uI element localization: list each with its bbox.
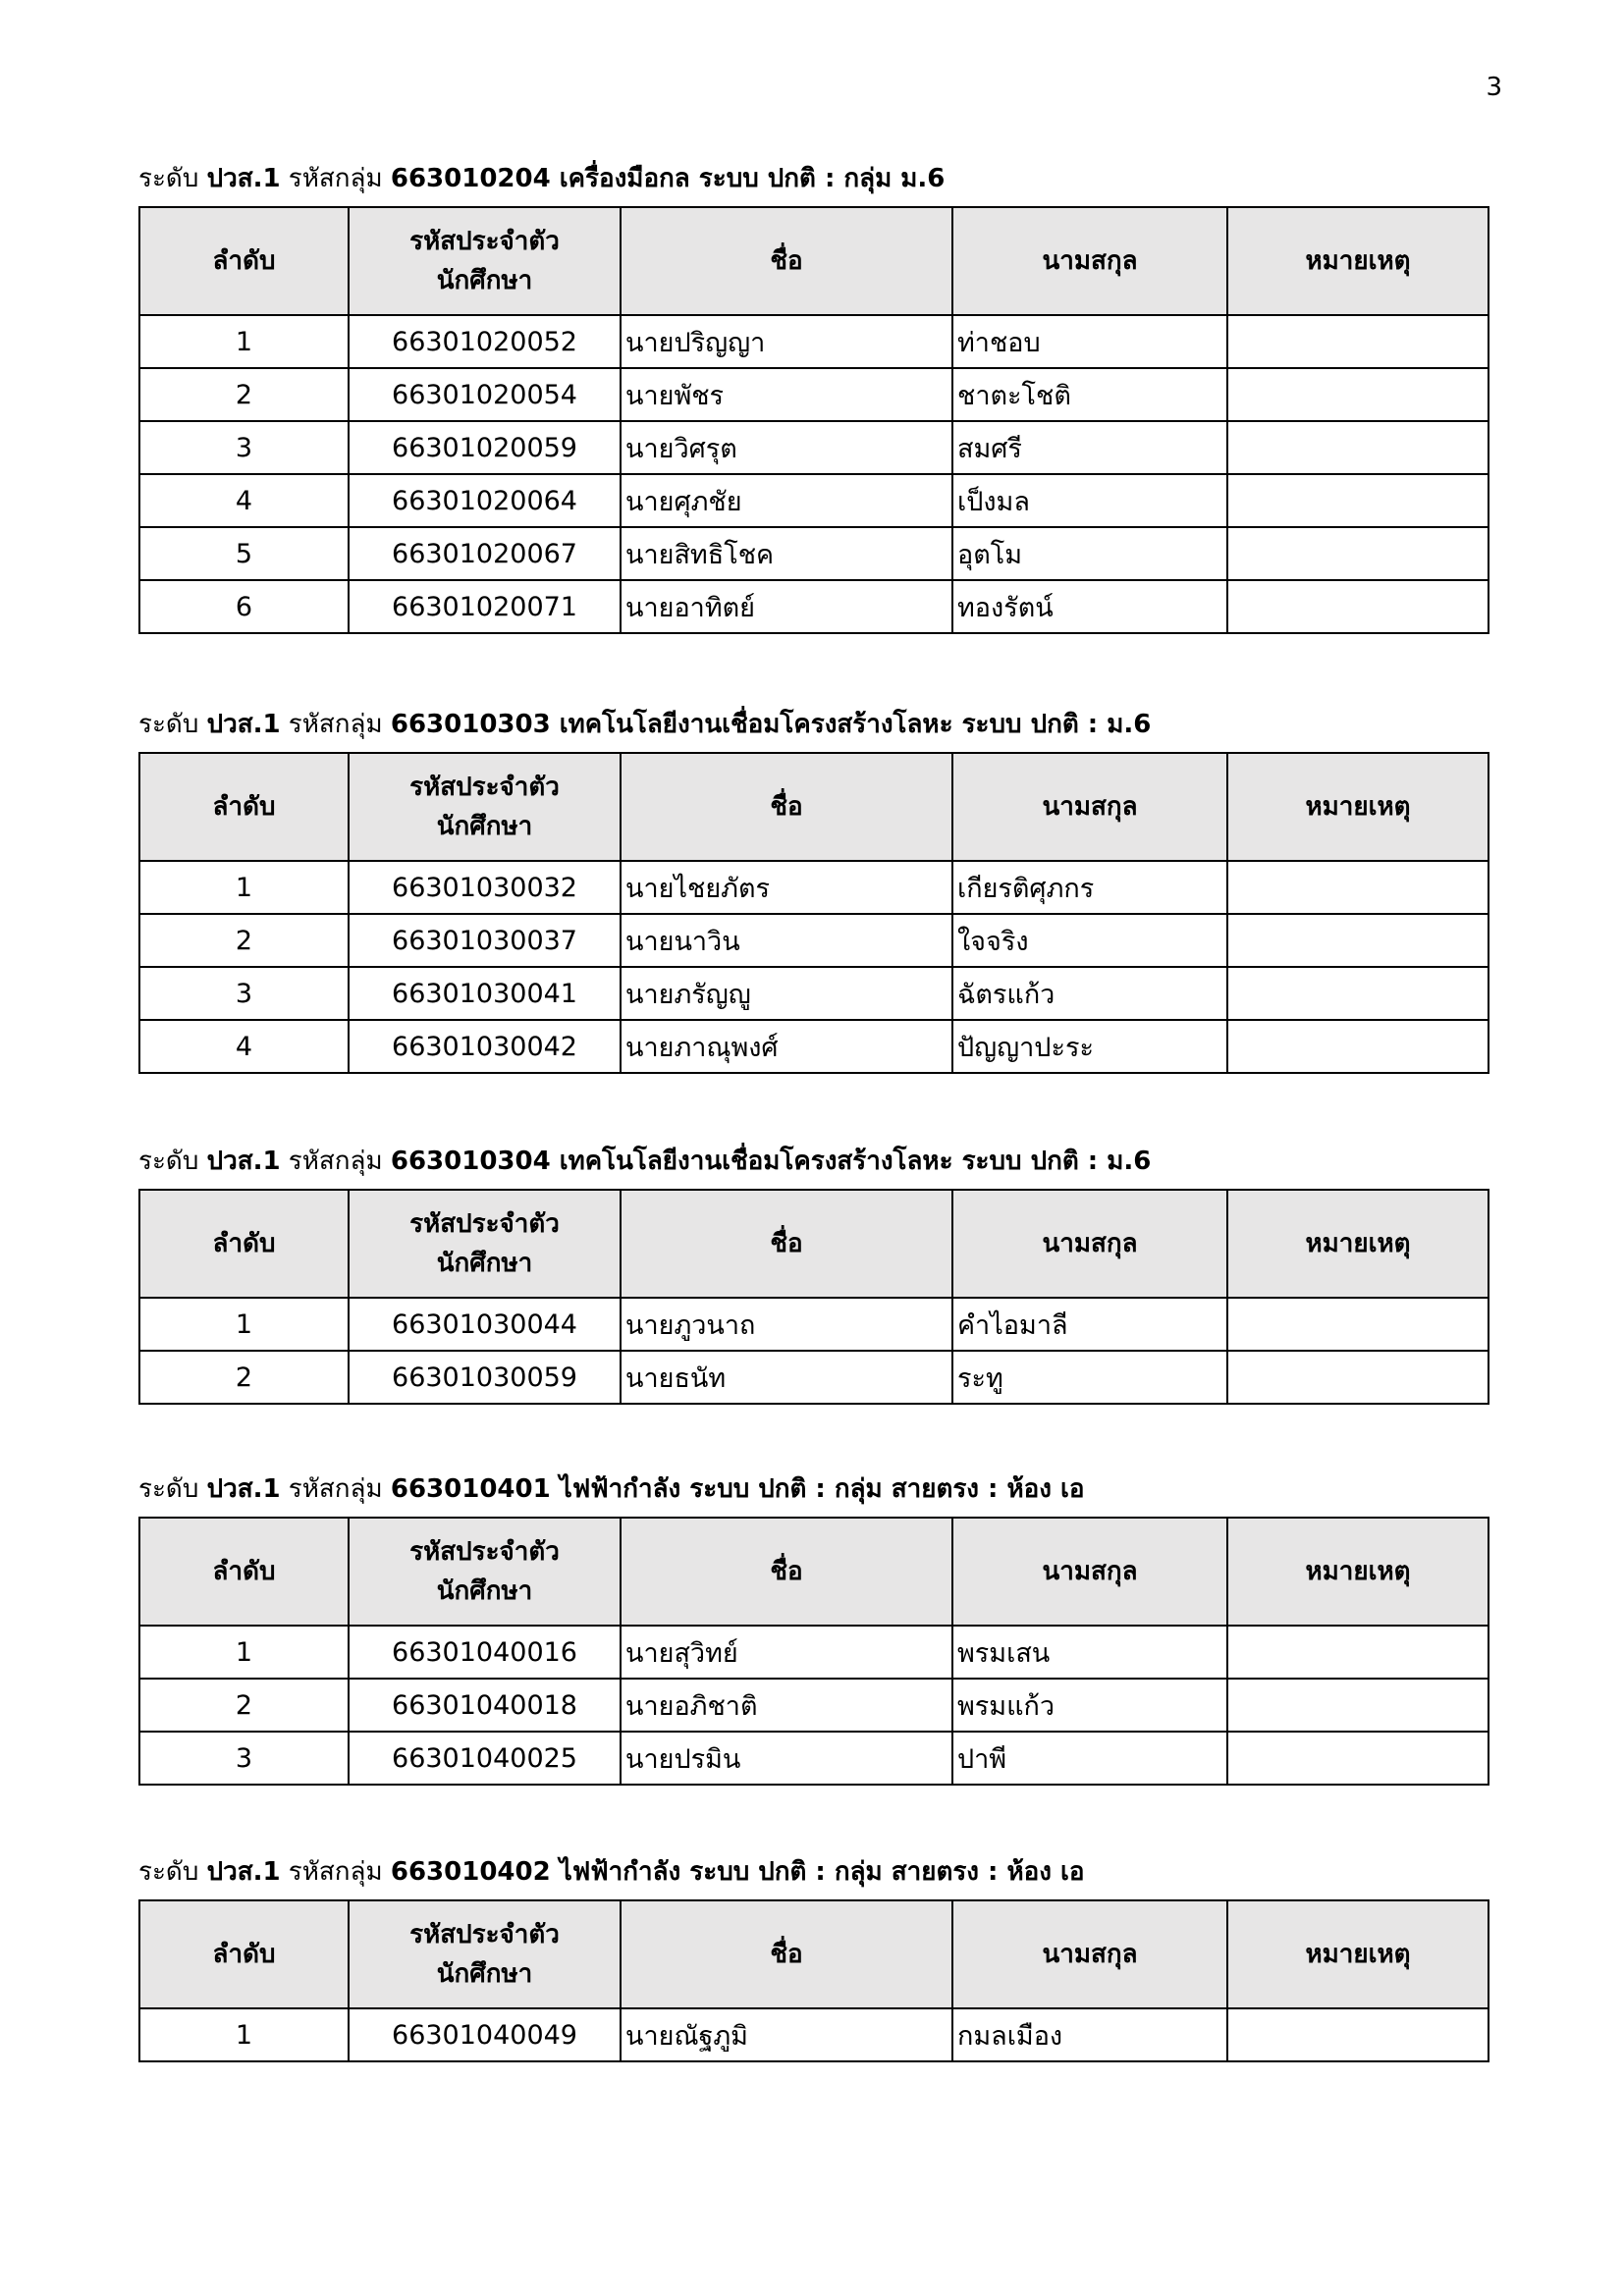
- heading-level: ปวส.1: [206, 1474, 281, 1504]
- cell-first-name: นายอภิชาติ: [621, 1679, 952, 1732]
- table-row: [139, 967, 1489, 1020]
- table-row: [139, 1351, 1489, 1404]
- header-last-name: นามสกุล: [952, 1190, 1227, 1298]
- cell-student-id: 66301020071: [349, 580, 621, 633]
- table-row: [139, 2008, 1489, 2061]
- cell-student-id: 66301020052: [349, 315, 621, 368]
- section-heading: [138, 151, 1488, 206]
- cell-seq: 3: [139, 421, 349, 474]
- cell-student-id: 66301030042: [349, 1020, 621, 1073]
- page-number: 3: [1486, 73, 1502, 102]
- table-header-row: [139, 207, 1489, 315]
- cell-seq: 3: [139, 967, 349, 1020]
- cell-seq: 2: [139, 914, 349, 967]
- cell-seq: 1: [139, 315, 349, 368]
- cell-note: [1227, 315, 1489, 368]
- cell-student-id: 66301040025: [349, 1732, 621, 1785]
- header-note: หมายเหตุ: [1227, 1190, 1489, 1298]
- heading-prefix: ระดับ: [138, 164, 207, 193]
- cell-seq: 1: [139, 1626, 349, 1679]
- cell-last-name: อุตโม: [952, 527, 1227, 580]
- cell-seq: 2: [139, 1351, 349, 1404]
- heading-code-label: รหัสกลุ่ม: [280, 1474, 391, 1504]
- cell-seq: 2: [139, 1679, 349, 1732]
- cell-last-name: สมศรี: [952, 421, 1227, 474]
- header-student-id: [349, 207, 621, 315]
- table-row: [139, 1020, 1489, 1073]
- section-3: [138, 1462, 1488, 1786]
- cell-seq: 6: [139, 580, 349, 633]
- cell-last-name: ปาพี: [952, 1732, 1227, 1785]
- heading-details: 663010303 เทคโนโลยีงานเชื่อมโครงสร้างโลหะ ระบบ ปกติ : ม.6: [390, 710, 1152, 739]
- header-student-id-line1: รหัสประจำตัว: [409, 1537, 560, 1567]
- cell-student-id: 66301020064: [349, 474, 621, 527]
- table-row: [139, 1732, 1489, 1785]
- header-note: หมายเหตุ: [1227, 1518, 1489, 1626]
- header-last-name: นามสกุล: [952, 207, 1227, 315]
- cell-first-name: นายธนัท: [621, 1351, 952, 1404]
- cell-last-name: ใจจริง: [952, 914, 1227, 967]
- heading-level: ปวส.1: [206, 1147, 281, 1176]
- cell-note: [1227, 527, 1489, 580]
- header-student-id-line1: รหัสประจำตัว: [409, 1920, 560, 1949]
- heading-details: 663010304 เทคโนโลยีงานเชื่อมโครงสร้างโลหะ ระบบ ปกติ : ม.6: [390, 1147, 1152, 1176]
- header-note: หมายเหตุ: [1227, 207, 1489, 315]
- cell-note: [1227, 1679, 1489, 1732]
- header-student-id: [349, 753, 621, 861]
- cell-student-id: 66301040016: [349, 1626, 621, 1679]
- header-student-id-line1: รหัสประจำตัว: [409, 773, 560, 802]
- cell-first-name: นายปรมิน: [621, 1732, 952, 1785]
- header-first-name: ชื่อ: [621, 1190, 952, 1298]
- student-table: [138, 1899, 1489, 2062]
- cell-first-name: นายนาวิน: [621, 914, 952, 967]
- header-student-id: [349, 1518, 621, 1626]
- header-student-id-line1: รหัสประจำตัว: [409, 1209, 560, 1239]
- header-student-id-line2: นักศึกษา: [436, 1576, 533, 1606]
- cell-seq: 1: [139, 2008, 349, 2061]
- cell-last-name: ปัญญาปะระ: [952, 1020, 1227, 1073]
- cell-student-id: 66301030044: [349, 1298, 621, 1351]
- cell-seq: 1: [139, 861, 349, 914]
- cell-last-name: พรมเสน: [952, 1626, 1227, 1679]
- section-heading: [138, 697, 1488, 752]
- cell-last-name: ทองรัตน์: [952, 580, 1227, 633]
- header-student-id: [349, 1900, 621, 2008]
- cell-student-id: 66301020067: [349, 527, 621, 580]
- cell-student-id: 66301020054: [349, 368, 621, 421]
- header-student-id-line2: นักศึกษา: [436, 1249, 533, 1278]
- cell-student-id: 66301030037: [349, 914, 621, 967]
- section-4: [138, 1844, 1488, 2062]
- student-table: [138, 752, 1489, 1074]
- table-header-row: [139, 1518, 1489, 1626]
- cell-last-name: เป็งมล: [952, 474, 1227, 527]
- cell-first-name: นายอาทิตย์: [621, 580, 952, 633]
- student-table: [138, 1517, 1489, 1786]
- heading-prefix: ระดับ: [138, 1147, 207, 1176]
- section-2: [138, 1134, 1488, 1405]
- cell-seq: 4: [139, 474, 349, 527]
- cell-first-name: นายศุภชัย: [621, 474, 952, 527]
- table-header-row: [139, 753, 1489, 861]
- header-first-name: ชื่อ: [621, 1900, 952, 2008]
- student-table: [138, 1189, 1489, 1405]
- header-seq: ลำดับ: [139, 1190, 349, 1298]
- cell-note: [1227, 421, 1489, 474]
- cell-note: [1227, 1020, 1489, 1073]
- cell-note: [1227, 2008, 1489, 2061]
- heading-level: ปวส.1: [206, 1857, 281, 1887]
- heading-prefix: ระดับ: [138, 1857, 207, 1887]
- table-row: [139, 527, 1489, 580]
- cell-first-name: นายณัฐภูมิ: [621, 2008, 952, 2061]
- table-row: [139, 1298, 1489, 1351]
- cell-seq: 2: [139, 368, 349, 421]
- header-student-id-line2: นักศึกษา: [436, 812, 533, 841]
- cell-last-name: เกียรติศุภกร: [952, 861, 1227, 914]
- header-last-name: นามสกุล: [952, 1518, 1227, 1626]
- cell-first-name: นายปริญญา: [621, 315, 952, 368]
- cell-note: [1227, 1351, 1489, 1404]
- header-seq: ลำดับ: [139, 207, 349, 315]
- table-row: [139, 580, 1489, 633]
- cell-student-id: 66301030059: [349, 1351, 621, 1404]
- table-row: [139, 1626, 1489, 1679]
- cell-last-name: ชาตะโชติ: [952, 368, 1227, 421]
- header-first-name: ชื่อ: [621, 207, 952, 315]
- header-first-name: ชื่อ: [621, 1518, 952, 1626]
- heading-details: 663010401 ไฟฟ้ากำลัง ระบบ ปกติ : กลุ่ม สายตรง : ห้อง เอ: [390, 1474, 1085, 1504]
- cell-last-name: พรมแก้ว: [952, 1679, 1227, 1732]
- section-1: [138, 697, 1488, 1074]
- cell-last-name: กมลเมือง: [952, 2008, 1227, 2061]
- student-table: [138, 206, 1489, 634]
- heading-level: ปวส.1: [206, 710, 281, 739]
- header-note: หมายเหตุ: [1227, 753, 1489, 861]
- header-student-id-line2: นักศึกษา: [436, 266, 533, 295]
- table-row: [139, 474, 1489, 527]
- heading-details: 663010204 เครื่องมือกล ระบบ ปกติ : กลุ่ม ม.6: [390, 164, 946, 193]
- cell-last-name: ท่าชอบ: [952, 315, 1227, 368]
- heading-code-label: รหัสกลุ่ม: [280, 164, 391, 193]
- header-last-name: นามสกุล: [952, 1900, 1227, 2008]
- cell-student-id: 66301030041: [349, 967, 621, 1020]
- cell-note: [1227, 580, 1489, 633]
- table-row: [139, 421, 1489, 474]
- section-heading: [138, 1462, 1488, 1517]
- cell-seq: 1: [139, 1298, 349, 1351]
- table-header-row: [139, 1190, 1489, 1298]
- cell-last-name: ระทู: [952, 1351, 1227, 1404]
- header-student-id-line2: นักศึกษา: [436, 1959, 533, 1989]
- cell-first-name: นายสิทธิโชค: [621, 527, 952, 580]
- cell-student-id: 66301040049: [349, 2008, 621, 2061]
- cell-first-name: นายวิศรุต: [621, 421, 952, 474]
- table-row: [139, 861, 1489, 914]
- section-heading: [138, 1134, 1488, 1189]
- table-row: [139, 914, 1489, 967]
- cell-first-name: นายพัชร: [621, 368, 952, 421]
- header-last-name: นามสกุล: [952, 753, 1227, 861]
- header-seq: ลำดับ: [139, 1518, 349, 1626]
- table-row: [139, 315, 1489, 368]
- cell-seq: 5: [139, 527, 349, 580]
- heading-prefix: ระดับ: [138, 1474, 207, 1504]
- cell-note: [1227, 474, 1489, 527]
- cell-first-name: นายไชยภัตร: [621, 861, 952, 914]
- cell-student-id: 66301040018: [349, 1679, 621, 1732]
- section-heading: [138, 1844, 1488, 1899]
- heading-prefix: ระดับ: [138, 710, 207, 739]
- cell-note: [1227, 967, 1489, 1020]
- table-row: [139, 368, 1489, 421]
- cell-last-name: คำไอมาลี: [952, 1298, 1227, 1351]
- cell-first-name: นายสุวิทย์: [621, 1626, 952, 1679]
- header-student-id-line1: รหัสประจำตัว: [409, 227, 560, 256]
- header-student-id: [349, 1190, 621, 1298]
- header-seq: ลำดับ: [139, 1900, 349, 2008]
- header-seq: ลำดับ: [139, 753, 349, 861]
- cell-seq: 4: [139, 1020, 349, 1073]
- heading-code-label: รหัสกลุ่ม: [280, 1857, 391, 1887]
- cell-student-id: 66301020059: [349, 421, 621, 474]
- header-first-name: ชื่อ: [621, 753, 952, 861]
- cell-note: [1227, 861, 1489, 914]
- table-row: [139, 1679, 1489, 1732]
- cell-last-name: ฉัตรแก้ว: [952, 967, 1227, 1020]
- heading-code-label: รหัสกลุ่ม: [280, 710, 391, 739]
- cell-note: [1227, 1732, 1489, 1785]
- cell-note: [1227, 1298, 1489, 1351]
- cell-seq: 3: [139, 1732, 349, 1785]
- header-note: หมายเหตุ: [1227, 1900, 1489, 2008]
- cell-first-name: นายภูวนาถ: [621, 1298, 952, 1351]
- section-0: [138, 151, 1488, 634]
- heading-level: ปวส.1: [206, 164, 281, 193]
- cell-note: [1227, 368, 1489, 421]
- heading-code-label: รหัสกลุ่ม: [280, 1147, 391, 1176]
- table-header-row: [139, 1900, 1489, 2008]
- cell-student-id: 66301030032: [349, 861, 621, 914]
- heading-details: 663010402 ไฟฟ้ากำลัง ระบบ ปกติ : กลุ่ม สายตรง : ห้อง เอ: [390, 1857, 1085, 1887]
- cell-first-name: นายภรัญญู: [621, 967, 952, 1020]
- cell-note: [1227, 1626, 1489, 1679]
- cell-note: [1227, 914, 1489, 967]
- cell-first-name: นายภาณุพงศ์: [621, 1020, 952, 1073]
